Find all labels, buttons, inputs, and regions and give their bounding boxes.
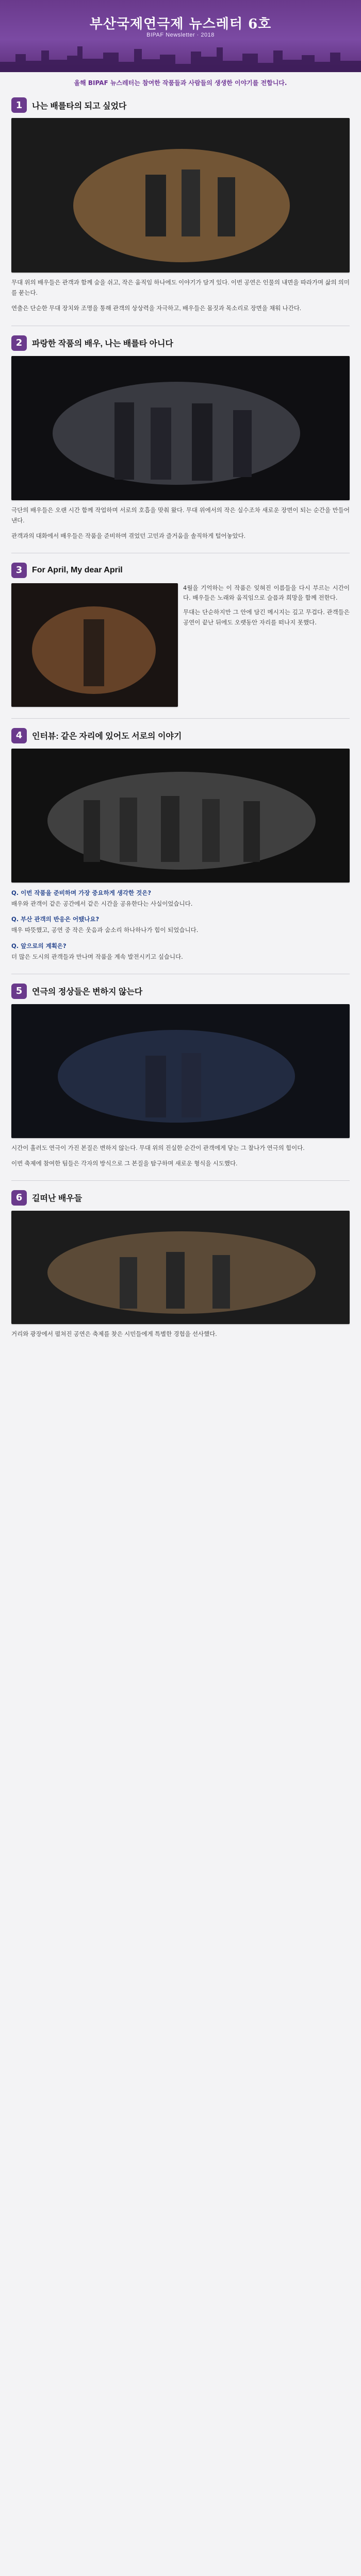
section-number: 6	[11, 1190, 27, 1206]
section-heading	[11, 1190, 350, 1206]
stage-photo-graphic	[11, 1211, 350, 1324]
section-3	[11, 563, 350, 707]
paragraph: 시간이 흘러도 연극이 가진 본질은 변하지 않는다. 무대 위의 진실한 순간이 관객에게 닿는 그 찰나가 연극의 힘이다.	[11, 1145, 305, 1151]
interview-question: Q. 부산 관객의 반응은 어땠나요?	[11, 916, 100, 923]
divider	[11, 718, 350, 719]
stage-photo-graphic	[11, 583, 178, 707]
paragraph: 극단의 배우들은 오랜 시간 함께 작업하며 서로의 호흡을 맞춰 왔다. 무대 위에서의 작은 실수조차 새로운 장면이 되는 순간을 만들어 낸다.	[11, 507, 350, 524]
paragraph: 무대는 단순하지만 그 안에 담긴 메시지는 깊고 무겁다. 관객들은 공연이 끝난 뒤에도 오랫동안 자리를 떠나지 못했다.	[183, 608, 350, 626]
interview-answer: 배우와 관객이 같은 공간에서 같은 시간을 공유한다는 사실이었습니다.	[11, 900, 193, 907]
stage-photo	[11, 583, 178, 707]
section-title: 나는 배를타의 되고 싶었다	[32, 101, 127, 111]
section-number: 5	[11, 984, 27, 999]
section-1	[11, 97, 350, 314]
newsletter-title: 부산국제연극제 뉴스레터 6호	[89, 16, 272, 32]
section-number: 4	[11, 728, 27, 743]
stage-photo	[11, 356, 350, 500]
interview-question: Q. 이번 작품을 준비하며 가장 중요하게 생각한 것은?	[11, 889, 152, 896]
stage-photo	[11, 1211, 350, 1324]
stage-photo-graphic	[11, 118, 350, 273]
section-4	[11, 728, 350, 962]
intro-text: 올해 BIPAF 뉴스레터는 참여한 작품들과 사람들의 생생한 이야기를 전합니다.	[74, 79, 287, 87]
city-skyline-graphic	[0, 41, 361, 72]
stage-photo	[11, 118, 350, 273]
interview-answer: 더 많은 도시의 관객들과 만나며 작품을 계속 발전시키고 싶습니다.	[11, 953, 183, 961]
section-heading	[11, 984, 350, 999]
section-number: 2	[11, 335, 27, 351]
section-2	[11, 335, 350, 541]
section-title: 파랑한 작품의 배우, 나는 배를타 아니다	[32, 340, 173, 349]
header-banner	[0, 0, 361, 72]
stage-photo-graphic	[11, 356, 350, 500]
section-title: 길떠난 배우들	[32, 1194, 83, 1204]
paragraph: 이번 축제에 참여한 팀들은 각자의 방식으로 그 본질을 탐구하며 새로운 형식을 시도했다.	[11, 1160, 238, 1167]
side-text	[183, 583, 350, 707]
section-heading	[11, 728, 350, 743]
divider	[11, 1180, 350, 1181]
newsletter-subtitle: BIPAF Newsletter · 2018	[146, 32, 215, 38]
stage-photo	[11, 749, 350, 883]
paragraph: 4월을 기억하는 이 작품은 잊혀진 이름들을 다시 부르는 시간이다. 배우들은 노래와 움직임으로 슬픔과 희망을 함께 전한다.	[183, 584, 350, 602]
section-title: 연극의 정상들은 변하지 않는다	[32, 988, 143, 997]
stage-photo-graphic	[11, 1004, 350, 1138]
interview-question: Q. 앞으로의 계획은?	[11, 942, 67, 950]
section-heading	[11, 563, 350, 578]
section-number: 1	[11, 97, 27, 113]
section-row	[11, 583, 350, 707]
stage-photo	[11, 1004, 350, 1138]
section-number: 3	[11, 563, 27, 578]
interview-answer: 매우 따뜻했고, 공연 중 작은 웃음과 숨소리 하나하나가 힘이 되었습니다.	[11, 926, 199, 934]
section-title: For April, My dear April	[32, 565, 123, 574]
section-title: 인터뷰: 같은 자리에 있어도 서로의 이야기	[32, 732, 182, 741]
paragraph: 관객과의 대화에서 배우들은 작품을 준비하며 겪었던 고민과 즐거움을 솔직하게 털어놓았다.	[11, 533, 246, 539]
section-5	[11, 984, 350, 1169]
section-heading	[11, 335, 350, 351]
paragraph: 거리와 광장에서 펼쳐진 공연은 축제를 찾은 시민들에게 특별한 경험을 선사했다.	[11, 1331, 217, 1337]
stage-photo-graphic	[11, 749, 350, 883]
section-heading	[11, 97, 350, 113]
section-6	[11, 1190, 350, 1340]
paragraph: 무대 위의 배우들은 관객과 함께 숨을 쉬고, 작은 움직임 하나에도 이야기가 담겨 있다. 이번 공연은 인물의 내면을 따라가며 삶의 의미를 묻는다.	[11, 280, 350, 297]
paragraph: 연출은 단순한 무대 장치와 조명을 통해 관객의 상상력을 자극하고, 배우들은 몸짓과 목소리로 장면을 채워 나간다.	[11, 306, 302, 312]
